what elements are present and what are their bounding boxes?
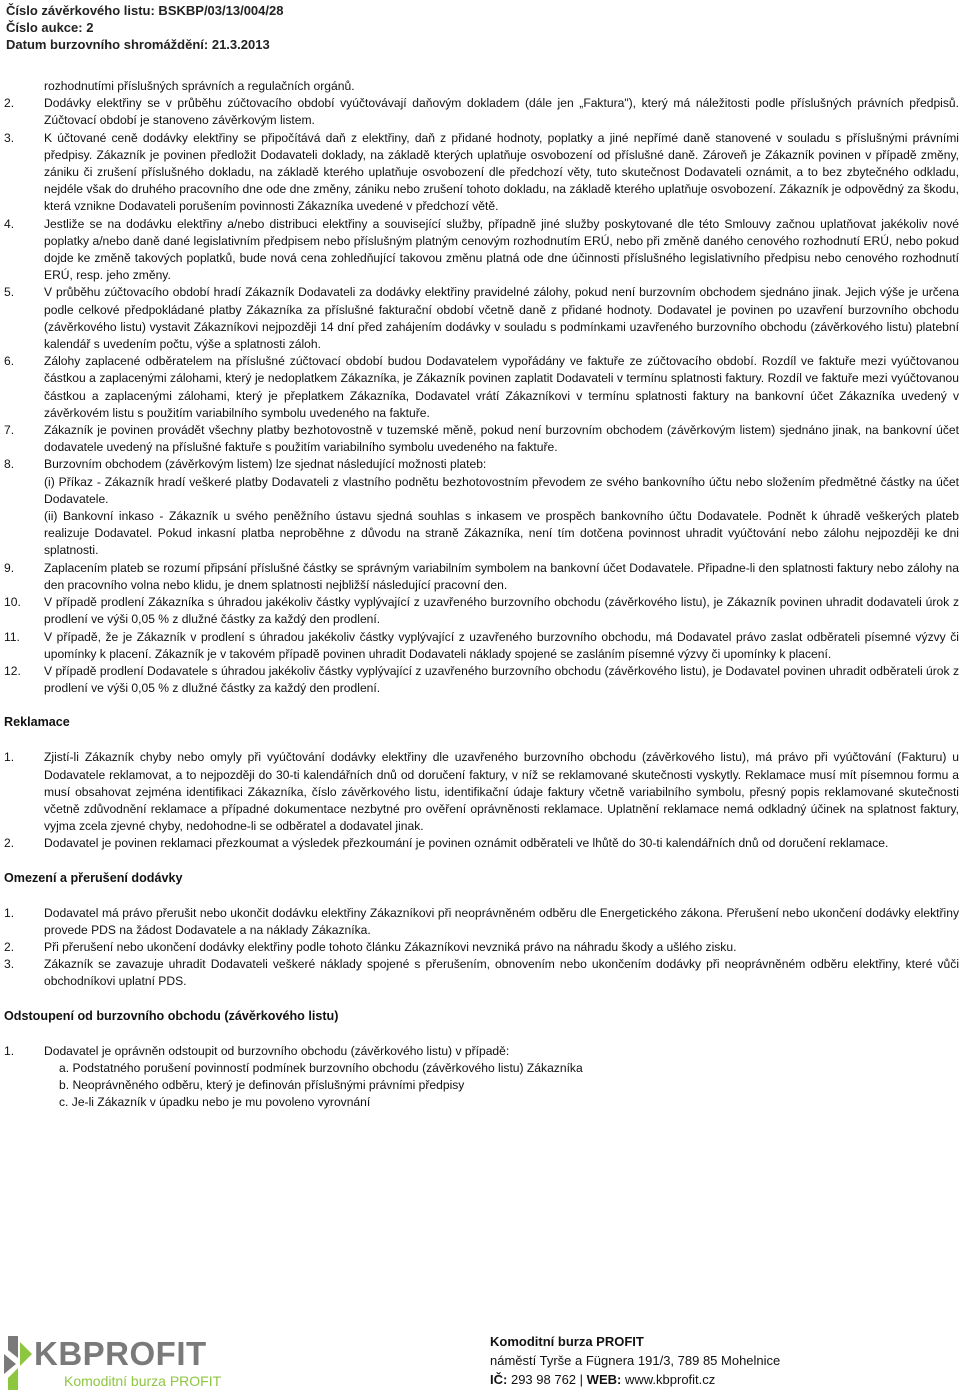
item-number: 3.: [4, 957, 15, 972]
contact-block: [490, 1332, 780, 1389]
item-text: Dodavatel je povinen reklamaci přezkoumat a výsledek přezkoumání je povinen oznámit odběrateli ve lhůtě do 30-ti kalendářních dnů od doručení reklamace.: [44, 836, 889, 851]
ic-label: IČ:: [490, 1372, 508, 1387]
logo-tagline: Komoditní burza PROFIT: [64, 1373, 222, 1389]
item-text: K účtované ceně dodávky elektřiny se připočítává daň z elektřiny, daň z přidané hodnoty, poplatky a jiné nepřímé daně stanovené v souladu s příslušnými právními předpisy. Zákazník je povinen předložit Dodavateli doklady, na základě kterých uplatňuje osvobození od příslušné daně. Zároveň je Zákazník povinen v případě změny, zániku či zrušení příslušného dokladu, na základě kterého uplatňuje osvobození dle předchozí věty, tuto skutečnost Dodavateli oznámit, a to bez zbytečného odkladu, nejdéle však do druhého pracovního dne ode dne změny, zániku nebo zrušení tohoto dokladu, na základě kterého uplatňuje osvobození. Zákazník je odpovědný za škodu, která vznikne Dodavateli porušením povinnosti Zákazníka uvedené v předchozí větě.: [44, 130, 959, 214]
item-number: 2.: [4, 836, 15, 851]
list-item: [4, 456, 959, 473]
logo-wordmark: KBPROFIT: [34, 1335, 207, 1372]
item-text: (ii) Bankovní inkaso - Zákazník u svého peněžního ústavu sjedná souhlas s inkasem ve prospěch bankovního účtu Dodavatele. Podnět k úhradě veškerých plateb realizuje Dodavatel. Pokud inkasní platba neproběhne z důvodu na straně Zákazníka, není tím dotčena povinnost uhradit vyúčtování nebo zálohu nejpozději ke dni splatnosti.: [44, 509, 959, 558]
company-name: Komoditní burza PROFIT: [490, 1334, 644, 1349]
item-text: V případě, že je Zákazník v prodlení s úhradou jakékoliv částky vyplývající z uzavřeného burzovního obchodu, má Dodavatel právo zaslat odběrateli písemné výzvy či upomínky k placení. Zákazník je v takovém případě povinen uhradit Dodavateli náklady spojené se zasláním písemné výzvy či upomínky k placení.: [44, 629, 959, 661]
item-text: V průběhu zúčtovacího období hradí Zákazník Dodavateli za dodávky elektřiny pravidelné zálohy, pokud není burzovním obchodem sjednáno jinak. Jejich výše je určena podle celkové předpokládané platby Zákazníka za příslušné fakturační období včetně daně z přidané hodnoty. Dodavatel je povinen po uzavření burzovního obchodu (závěrkového listu) vystavit Zákazníkovi nejpozději 14 dní před zahájením dodávky v souladu s podmínkami uzavřeného burzovního obchodu (závěrkového listu) platební kalendář s uvedením počtu, výše a splatnosti záloh.: [44, 285, 959, 352]
item-number: 11.: [4, 629, 20, 644]
meeting-date: Datum burzovního shromáždění: 21.3.2013: [6, 37, 270, 52]
list-item: [4, 284, 959, 353]
list-item: [4, 560, 959, 594]
list-item: [4, 749, 959, 835]
item-number: 2.: [4, 939, 15, 954]
continued-paragraph: rozhodnutími příslušných správních a regulačních orgánů.: [44, 79, 355, 93]
item-number: 1.: [4, 750, 15, 765]
item-number: 9.: [4, 560, 15, 575]
item-number: 4.: [4, 216, 15, 231]
section-heading-omezeni: Omezení a přerušení dodávky: [4, 870, 183, 885]
sub-list-item: c. Je-li Zákazník v úpadku nebo je mu povoleno vyrovnání: [59, 1095, 371, 1110]
item-number: 7.: [4, 423, 15, 438]
section-heading-odstoupeni: Odstoupení od burzovního obchodu (závěrkového listu): [4, 1008, 339, 1023]
item-number: 8.: [4, 457, 15, 472]
company-logo: [0, 1330, 240, 1392]
list-item: [4, 939, 959, 956]
list-item: [4, 905, 959, 939]
web-label: WEB:: [586, 1372, 622, 1387]
list-item: [4, 508, 959, 560]
item-text: V případě prodlení Dodavatele s úhradou jakékoliv částky vyplývající z uzavřeného burzovního obchodu (závěrkového listu), je Dodavatel povinen uhradit odběrateli úrok z prodlení ve výši 0,05 % z dlužné částky za každý den prodlení.: [44, 663, 959, 696]
list-item: [4, 663, 959, 697]
item-text: Při přerušení nebo ukončení dodávky elektřiny podle tohoto článku Zákazníkovi nevzniká právo na náhradu škody a ušlého zisku.: [44, 939, 737, 954]
list-item: [4, 422, 959, 456]
list-item: [4, 216, 959, 285]
document-header: [6, 2, 283, 53]
page-footer: [0, 1318, 960, 1393]
item-text: V případě prodlení Zákazníka s úhradou jakékoliv částky vyplývající z uzavřeného burzovního obchodu (závěrkového listu), je Zákazník povinen uhradit dodavateli úrok z prodlení ve výši 0,05 % z dlužné částky za každý den prodlení.: [44, 595, 959, 627]
item-text: Jestliže se na dodávku elektřiny a/nebo distribuci elektřiny a související služby, případně jiné služby poskytované dle této Smlouvy začnou uplatňovat jakékoliv nové poplatky a/nebo daně dané legislativním předpisem nebo příslušným platným cenovým rozhodnutím ERÚ, nebo při změně daného cenového rozhodnutí ERÚ, nebo pokud dojde ke změně takových poplatků, bude nová cena zohledňující takovou změnu platná ode dne účinnosti příslušného legislativního předpisu nebo cenového rozhodnutí ERÚ, resp. jeho změny.: [44, 216, 959, 283]
item-text: Dodávky elektřiny se v průběhu zúčtovacího období vyúčtovávají daňovým dokladem (dále jen „Faktura"), který má náležitosti podle příslušných právních předpisů. Zúčtovací období je stanoveno závěrkovým listem.: [44, 96, 959, 128]
list-item: [4, 130, 959, 216]
list-item: [4, 629, 959, 663]
item-number: 12.: [4, 663, 21, 678]
document-body: [4, 78, 959, 1111]
item-number: 2.: [4, 96, 15, 111]
sub-list-item: b. Neoprávněného odběru, který je definován příslušnými právními předpisy: [59, 1077, 465, 1092]
section-heading-reklamace: Reklamace: [4, 715, 70, 730]
list-item: [4, 95, 959, 129]
item-number: 6.: [4, 354, 15, 369]
company-address: náměstí Tyrše a Fügnera 191/3, 789 85 Mohelnice: [490, 1353, 781, 1368]
item-text: Zákazník se zavazuje uhradit Dodavateli veškeré náklady spojené s přerušením, obnovením nebo ukončením dodávky při neoprávněném odběru elektřiny, které vůči obchodníkovi uplatní PDS.: [44, 957, 959, 989]
item-number: 3.: [4, 130, 15, 145]
list-item: [4, 835, 959, 852]
item-text: Zálohy zaplacené odběratelem na příslušné zúčtovací období budou Dodavatelem vypořádány ve faktuře ze zúčtovacího období. Rozdíl ve faktuře mezi vyúčtovanou částkou a zaplacenými zálohami, který je nedoplatkem Zákazníka, je Zákazník povinen zaplatit Dodavateli v termínu splatnosti faktury. Rozdíl ve faktuře mezi vyúčtovanou částkou a zaplacenými zálohami, který je přeplatkem Zákazníka, Dodavatel vrátí Zákazníkovi v termínu splatnosti faktury na bankovní účet Zákazníka uvedený v závěrkovém listu s použitím variabilního symbolu uvedeného na faktuře.: [44, 354, 959, 420]
web-link[interactable]: www.kbprofit.cz: [624, 1372, 716, 1387]
item-text: Dodavatel je oprávněn odstoupit od burzovního obchodu (závěrkového listu) v případě:: [44, 1043, 510, 1058]
item-number: 1.: [4, 905, 15, 920]
ic-value: 293 98 762: [510, 1372, 577, 1387]
list-item: [4, 956, 959, 990]
item-number: 5.: [4, 285, 15, 300]
item-text: Burzovním obchodem (závěrkovým listem) lze sjednat následující možnosti plateb:: [44, 457, 487, 472]
list-item: [4, 353, 959, 422]
sub-list-item: a. Podstatného porušení povinností podmínek burzovního obchodu (závěrkového listu) Zákazníka: [59, 1060, 583, 1075]
list-item: [4, 474, 959, 508]
item-text: Dodavatel má právo přerušit nebo ukončit dodávku elektřiny Zákazníkovi při neoprávněném odběru dle Energetického zákona. Přerušení nebo ukončení dodávky elektřiny provede PDS na žádost Dodavatele a na náklady Zákazníka.: [44, 905, 959, 937]
auction-number: Číslo aukce: 2: [6, 20, 94, 35]
item-text: (i) Příkaz - Zákazník hradí veškeré platby Dodavateli z vlastního podnětu bezhotovostním převodem ze svého bankovního účtu nebo složením předmětné částky na účet Dodavatele.: [44, 474, 959, 506]
item-text: Zaplacením plateb se rozumí připsání příslušné částky se správným variabilním symbolem na bankovní účet Dodavatele. Připadne-li den splatnosti faktury nebo zálohy na den pracovního volna nebo klidu, je dnem splatnosti nejbližší následující pracovní den.: [44, 560, 959, 592]
list-item: [4, 594, 959, 628]
item-text: Zjistí-li Zákazník chyby nebo omyly při vyúčtování dodávky elektřiny dle uzavřeného burzovního obchodu (závěrkového listu), má právo při vyúčtování (Fakturu) u Dodavatele reklamovat, a to nejpozději do 30-ti kalendářních dnů od doručení faktury, v níž se reklamované skutečnosti vyskytly. Reklamace musí mít písemnou formu a musí obsahovat zejména identifikaci Zákazníka, číslo závěrkového listu, identifikační údaje faktury včetně variabilního symbolu, přesný popis reklamované skutečnosti včetně zdůvodnění reklamace a případné dokumentace nezbytné pro ověření oprávněnosti reklamace. Uplatnění reklamace nemá odkladný účinek na splatnost faktury, vyjma zcela zjevné chyby, nedohodne-li se odběratel a dodavatel jinak.: [44, 750, 959, 834]
list-item: [4, 1043, 959, 1060]
contract-number: Číslo závěrkového listu: BSKBP/03/13/004/28: [6, 3, 284, 18]
company-ids: IČ: 293 98 762 | WEB: www.kbprofit.cz: [490, 1372, 716, 1387]
item-number: 10.: [4, 595, 21, 610]
item-number: 1.: [4, 1043, 15, 1058]
item-text: Zákazník je povinen provádět všechny platby bezhotovostně v tuzemské měně, pokud není burzovním obchodem (závěrkovým listem) sjednáno jinak, na bankovní účet dodavatele uvedený na příslušné faktuře s použitím variabilního symbolu uvedeného na faktuře.: [44, 423, 959, 455]
